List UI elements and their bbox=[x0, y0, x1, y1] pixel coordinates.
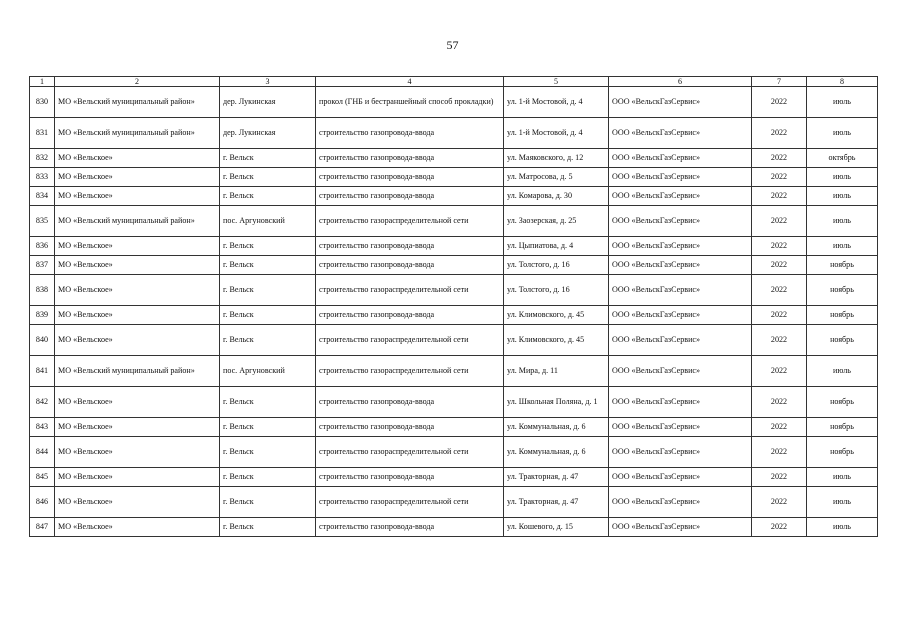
year-cell: 2022 bbox=[752, 487, 807, 518]
organization-cell: ООО «ВельскГазСервис» bbox=[609, 487, 752, 518]
locality-cell: г. Вельск bbox=[220, 306, 316, 325]
month-cell: июль bbox=[807, 487, 878, 518]
year-cell: 2022 bbox=[752, 325, 807, 356]
municipality-cell: МО «Вельское» bbox=[55, 187, 220, 206]
address-cell: ул. Коммунальная, д. 6 bbox=[504, 437, 609, 468]
work-type-cell: строительство газопровода-ввода bbox=[316, 149, 504, 168]
organization-cell: ООО «ВельскГазСервис» bbox=[609, 187, 752, 206]
address-cell: ул. Кошевого, д. 15 bbox=[504, 518, 609, 537]
municipality-cell: МО «Вельское» bbox=[55, 487, 220, 518]
month-cell: июль bbox=[807, 118, 878, 149]
organization-cell: ООО «ВельскГазСервис» bbox=[609, 149, 752, 168]
month-cell: июль bbox=[807, 356, 878, 387]
year-cell: 2022 bbox=[752, 237, 807, 256]
column-header: 3 bbox=[220, 77, 316, 87]
municipality-cell: МО «Вельское» bbox=[55, 168, 220, 187]
row-number-cell: 835 bbox=[30, 206, 55, 237]
table-body bbox=[30, 87, 878, 537]
organization-cell: ООО «ВельскГазСервис» bbox=[609, 275, 752, 306]
locality-cell: г. Вельск bbox=[220, 256, 316, 275]
year-cell: 2022 bbox=[752, 387, 807, 418]
address-cell: ул. Тракторная, д. 47 bbox=[504, 468, 609, 487]
work-type-cell: строительство газораспределительной сети bbox=[316, 437, 504, 468]
works-table bbox=[29, 76, 878, 537]
column-header: 6 bbox=[609, 77, 752, 87]
locality-cell: г. Вельск bbox=[220, 187, 316, 206]
month-cell: июль bbox=[807, 237, 878, 256]
row-number-cell: 843 bbox=[30, 418, 55, 437]
month-cell: июль bbox=[807, 87, 878, 118]
column-header: 1 bbox=[30, 77, 55, 87]
municipality-cell: МО «Вельское» bbox=[55, 237, 220, 256]
organization-cell: ООО «ВельскГазСервис» bbox=[609, 206, 752, 237]
address-cell: ул. Заозерская, д. 25 bbox=[504, 206, 609, 237]
organization-cell: ООО «ВельскГазСервис» bbox=[609, 237, 752, 256]
month-cell: ноябрь bbox=[807, 256, 878, 275]
year-cell: 2022 bbox=[752, 256, 807, 275]
address-cell: ул. 1-й Мостовой, д. 4 bbox=[504, 118, 609, 149]
address-cell: ул. Школьная Поляна, д. 1 bbox=[504, 387, 609, 418]
organization-cell: ООО «ВельскГазСервис» bbox=[609, 168, 752, 187]
address-cell: ул. 1-й Мостовой, д. 4 bbox=[504, 87, 609, 118]
locality-cell: г. Вельск bbox=[220, 437, 316, 468]
table-row bbox=[30, 437, 878, 468]
locality-cell: г. Вельск bbox=[220, 468, 316, 487]
locality-cell: дер. Лукинская bbox=[220, 118, 316, 149]
year-cell: 2022 bbox=[752, 168, 807, 187]
work-type-cell: строительство газопровода-ввода bbox=[316, 468, 504, 487]
month-cell: июль bbox=[807, 206, 878, 237]
row-number-cell: 845 bbox=[30, 468, 55, 487]
organization-cell: ООО «ВельскГазСервис» bbox=[609, 437, 752, 468]
row-number-cell: 831 bbox=[30, 118, 55, 149]
row-number-cell: 839 bbox=[30, 306, 55, 325]
year-cell: 2022 bbox=[752, 518, 807, 537]
address-cell: ул. Цыпиатова, д. 4 bbox=[504, 237, 609, 256]
work-type-cell: строительство газопровода-ввода bbox=[316, 237, 504, 256]
table-row bbox=[30, 487, 878, 518]
address-cell: ул. Матросова, д. 5 bbox=[504, 168, 609, 187]
row-number-cell: 830 bbox=[30, 87, 55, 118]
table-row bbox=[30, 418, 878, 437]
organization-cell: ООО «ВельскГазСервис» bbox=[609, 387, 752, 418]
municipality-cell: МО «Вельское» bbox=[55, 418, 220, 437]
work-type-cell: строительство газораспределительной сети bbox=[316, 487, 504, 518]
work-type-cell: строительство газопровода-ввода bbox=[316, 256, 504, 275]
table-row bbox=[30, 387, 878, 418]
row-number-cell: 846 bbox=[30, 487, 55, 518]
locality-cell: г. Вельск bbox=[220, 168, 316, 187]
locality-cell: пос. Аргуновский bbox=[220, 356, 316, 387]
municipality-cell: МО «Вельское» bbox=[55, 306, 220, 325]
row-number-cell: 842 bbox=[30, 387, 55, 418]
municipality-cell: МО «Вельский муниципальный район» bbox=[55, 356, 220, 387]
organization-cell: ООО «ВельскГазСервис» bbox=[609, 518, 752, 537]
address-cell: ул. Толстого, д. 16 bbox=[504, 256, 609, 275]
row-number-cell: 840 bbox=[30, 325, 55, 356]
table-row bbox=[30, 518, 878, 537]
municipality-cell: МО «Вельский муниципальный район» bbox=[55, 206, 220, 237]
locality-cell: г. Вельск bbox=[220, 487, 316, 518]
work-type-cell: строительство газораспределительной сети bbox=[316, 356, 504, 387]
municipality-cell: МО «Вельский муниципальный район» bbox=[55, 118, 220, 149]
year-cell: 2022 bbox=[752, 418, 807, 437]
municipality-cell: МО «Вельское» bbox=[55, 275, 220, 306]
locality-cell: пос. Аргуновский bbox=[220, 206, 316, 237]
year-cell: 2022 bbox=[752, 306, 807, 325]
address-cell: ул. Толстого, д. 16 bbox=[504, 275, 609, 306]
column-number-row bbox=[30, 77, 878, 87]
work-type-cell: строительство газораспределительной сети bbox=[316, 206, 504, 237]
organization-cell: ООО «ВельскГазСервис» bbox=[609, 118, 752, 149]
municipality-cell: МО «Вельское» bbox=[55, 325, 220, 356]
work-type-cell: строительство газопровода-ввода bbox=[316, 387, 504, 418]
month-cell: ноябрь bbox=[807, 325, 878, 356]
year-cell: 2022 bbox=[752, 149, 807, 168]
address-cell: ул. Мира, д. 11 bbox=[504, 356, 609, 387]
municipality-cell: МО «Вельское» bbox=[55, 387, 220, 418]
row-number-cell: 833 bbox=[30, 168, 55, 187]
year-cell: 2022 bbox=[752, 206, 807, 237]
work-type-cell: строительство газопровода-ввода bbox=[316, 168, 504, 187]
month-cell: октябрь bbox=[807, 149, 878, 168]
work-type-cell: строительство газораспределительной сети bbox=[316, 325, 504, 356]
row-number-cell: 838 bbox=[30, 275, 55, 306]
locality-cell: г. Вельск bbox=[220, 325, 316, 356]
locality-cell: г. Вельск bbox=[220, 418, 316, 437]
year-cell: 2022 bbox=[752, 437, 807, 468]
row-number-cell: 847 bbox=[30, 518, 55, 537]
year-cell: 2022 bbox=[752, 87, 807, 118]
organization-cell: ООО «ВельскГазСервис» bbox=[609, 418, 752, 437]
table-row bbox=[30, 87, 878, 118]
organization-cell: ООО «ВельскГазСервис» bbox=[609, 468, 752, 487]
work-type-cell: строительство газопровода-ввода bbox=[316, 187, 504, 206]
table-row bbox=[30, 468, 878, 487]
municipality-cell: МО «Вельское» bbox=[55, 256, 220, 275]
municipality-cell: МО «Вельское» bbox=[55, 518, 220, 537]
table-row bbox=[30, 306, 878, 325]
month-cell: ноябрь bbox=[807, 437, 878, 468]
year-cell: 2022 bbox=[752, 187, 807, 206]
address-cell: ул. Комарова, д. 30 bbox=[504, 187, 609, 206]
year-cell: 2022 bbox=[752, 275, 807, 306]
table-row bbox=[30, 325, 878, 356]
row-number-cell: 832 bbox=[30, 149, 55, 168]
locality-cell: г. Вельск bbox=[220, 149, 316, 168]
column-header: 7 bbox=[752, 77, 807, 87]
work-type-cell: строительство газопровода-ввода bbox=[316, 418, 504, 437]
table-row bbox=[30, 275, 878, 306]
column-header: 8 bbox=[807, 77, 878, 87]
column-header: 2 bbox=[55, 77, 220, 87]
municipality-cell: МО «Вельское» bbox=[55, 149, 220, 168]
work-type-cell: строительство газораспределительной сети bbox=[316, 275, 504, 306]
work-type-cell: строительство газопровода-ввода bbox=[316, 118, 504, 149]
month-cell: ноябрь bbox=[807, 306, 878, 325]
address-cell: ул. Климовского, д. 45 bbox=[504, 306, 609, 325]
year-cell: 2022 bbox=[752, 468, 807, 487]
table-row bbox=[30, 168, 878, 187]
row-number-cell: 841 bbox=[30, 356, 55, 387]
table-row bbox=[30, 206, 878, 237]
municipality-cell: МО «Вельское» bbox=[55, 437, 220, 468]
work-type-cell: строительство газопровода-ввода bbox=[316, 518, 504, 537]
row-number-cell: 837 bbox=[30, 256, 55, 275]
page-number: 57 bbox=[446, 38, 459, 52]
organization-cell: ООО «ВельскГазСервис» bbox=[609, 325, 752, 356]
table-row bbox=[30, 237, 878, 256]
table-row bbox=[30, 118, 878, 149]
work-type-cell: строительство газопровода-ввода bbox=[316, 306, 504, 325]
organization-cell: ООО «ВельскГазСервис» bbox=[609, 87, 752, 118]
locality-cell: г. Вельск bbox=[220, 275, 316, 306]
month-cell: июль bbox=[807, 468, 878, 487]
year-cell: 2022 bbox=[752, 356, 807, 387]
month-cell: ноябрь bbox=[807, 387, 878, 418]
year-cell: 2022 bbox=[752, 118, 807, 149]
locality-cell: г. Вельск bbox=[220, 387, 316, 418]
address-cell: ул. Коммунальная, д. 6 bbox=[504, 418, 609, 437]
table-row bbox=[30, 149, 878, 168]
column-header: 4 bbox=[316, 77, 504, 87]
row-number-cell: 844 bbox=[30, 437, 55, 468]
month-cell: июль bbox=[807, 168, 878, 187]
locality-cell: г. Вельск bbox=[220, 518, 316, 537]
address-cell: ул. Климовского, д. 45 bbox=[504, 325, 609, 356]
month-cell: ноябрь bbox=[807, 275, 878, 306]
address-cell: ул. Маяковского, д. 12 bbox=[504, 149, 609, 168]
locality-cell: г. Вельск bbox=[220, 237, 316, 256]
table-row bbox=[30, 256, 878, 275]
row-number-cell: 834 bbox=[30, 187, 55, 206]
work-type-cell: прокол (ГНБ и бестраншейный способ прокладки) bbox=[316, 87, 504, 118]
municipality-cell: МО «Вельский муниципальный район» bbox=[55, 87, 220, 118]
municipality-cell: МО «Вельское» bbox=[55, 468, 220, 487]
month-cell: июль bbox=[807, 518, 878, 537]
table-row bbox=[30, 187, 878, 206]
organization-cell: ООО «ВельскГазСервис» bbox=[609, 306, 752, 325]
row-number-cell: 836 bbox=[30, 237, 55, 256]
organization-cell: ООО «ВельскГазСервис» bbox=[609, 356, 752, 387]
month-cell: июль bbox=[807, 187, 878, 206]
address-cell: ул. Тракторная, д. 47 bbox=[504, 487, 609, 518]
organization-cell: ООО «ВельскГазСервис» bbox=[609, 256, 752, 275]
table-row bbox=[30, 356, 878, 387]
column-header: 5 bbox=[504, 77, 609, 87]
month-cell: ноябрь bbox=[807, 418, 878, 437]
locality-cell: дер. Лукинская bbox=[220, 87, 316, 118]
